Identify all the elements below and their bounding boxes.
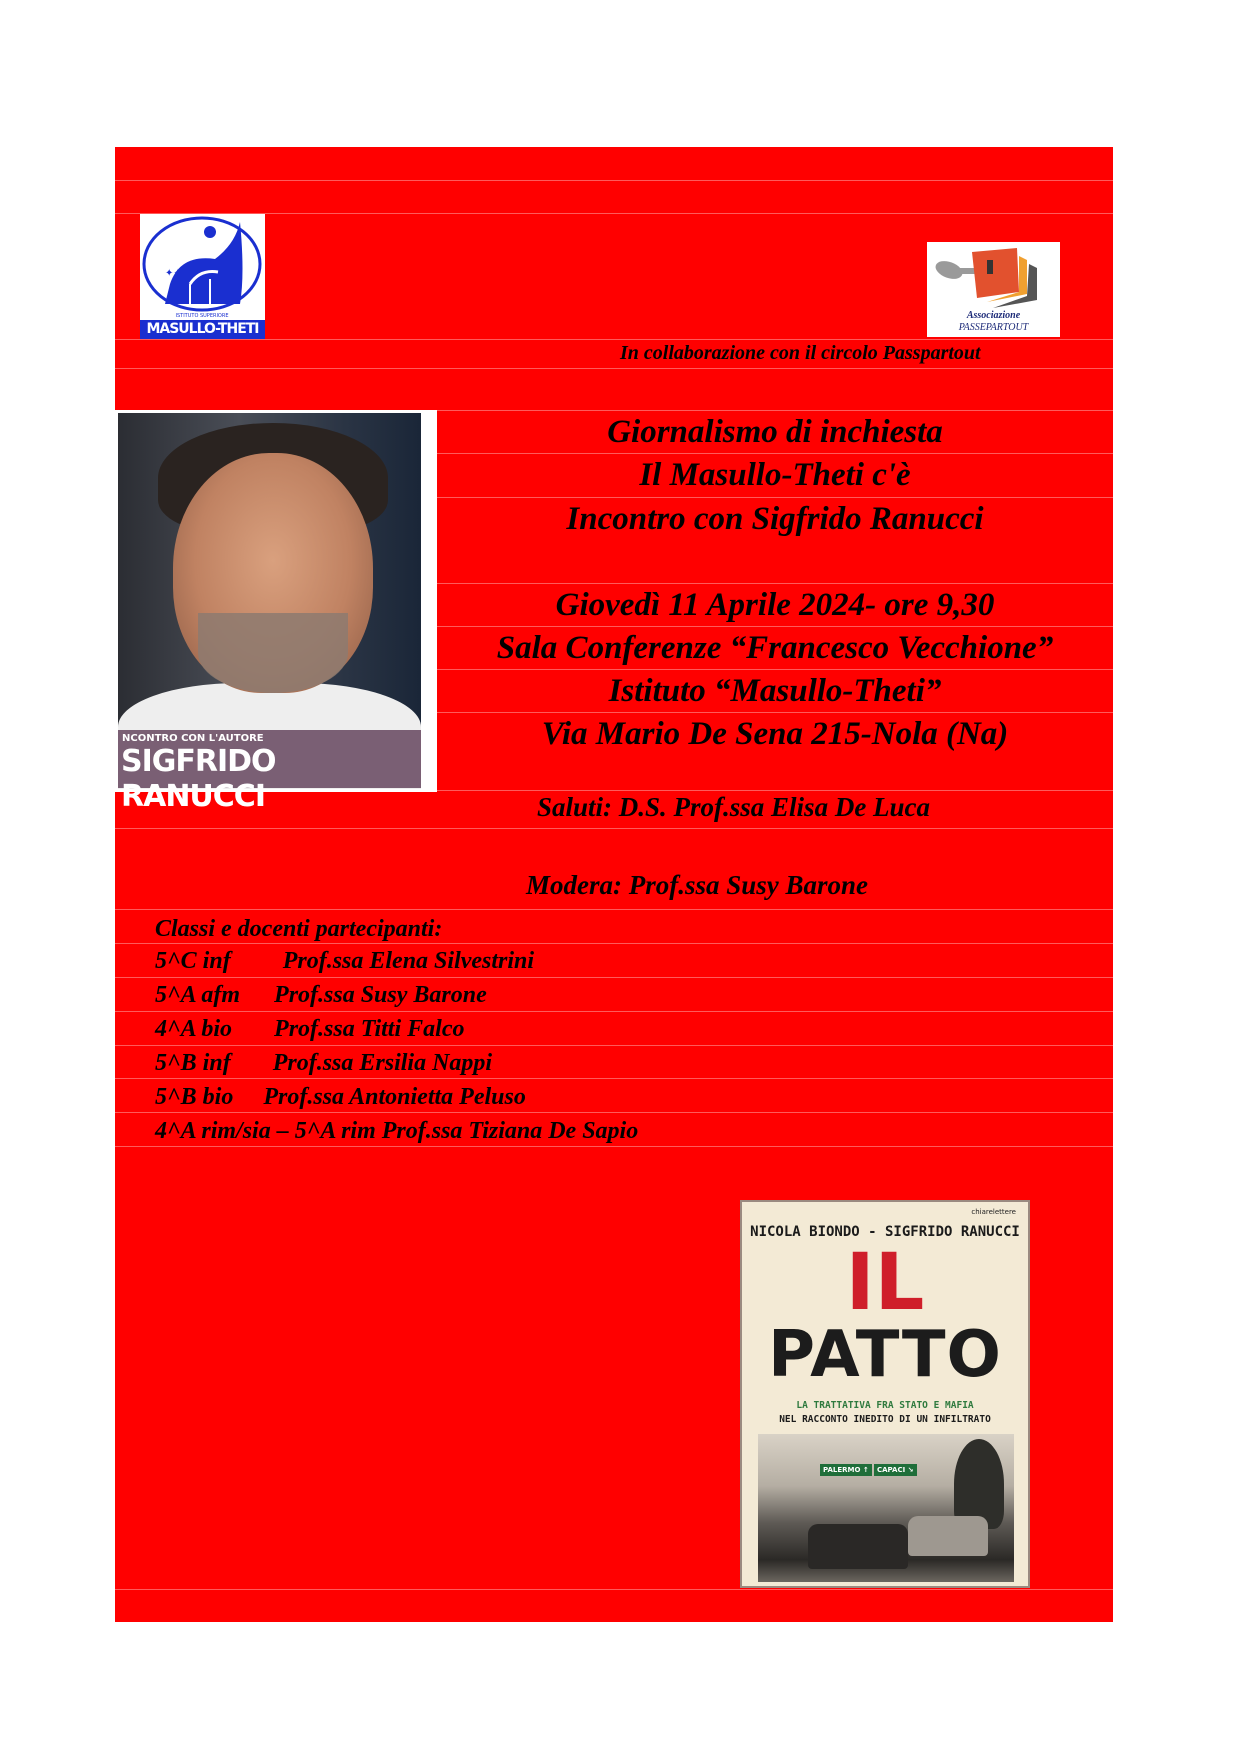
divider [115, 1589, 1113, 1590]
participant-row: 4^A rim/sia – 5^A rim Prof.ssa Tiziana De Sapio [155, 1118, 639, 1144]
greetings-text: Saluti: D.S. Prof.ssa Elisa De Luca [537, 792, 931, 822]
passepartout-line1: Associazione [966, 310, 1021, 321]
participant-row: 5^B bio Prof.ssa Antonietta Peluso [155, 1084, 526, 1110]
participants-heading: Classi e docenti partecipanti: [155, 916, 443, 942]
passepartout-line2: PASSEPARTOUT [958, 322, 1029, 333]
participant-row: 4^A bio Prof.ssa Titti Falco [155, 1016, 465, 1042]
portrait-caption [118, 730, 421, 814]
road-sign-capaci: CAPACI ↘ [874, 1464, 917, 1476]
event-institute: Istituto “Masullo-Theti” [608, 673, 942, 709]
book-cover-photo [758, 1434, 1014, 1582]
book-subtitle-2: NEL RACCONTO INEDITO DI UN INFILTRATO [779, 1414, 991, 1425]
poster-panel [115, 147, 1113, 1622]
divider [115, 368, 1113, 369]
participant-row: 5^A afm Prof.ssa Susy Barone [155, 982, 487, 1008]
moderator-text: Modera: Prof.ssa Susy Barone [526, 870, 869, 900]
divider [115, 1011, 1113, 1012]
svg-text:✦✦: ✦✦ [165, 268, 182, 279]
event-address: Via Mario De Sena 215-Nola (Na) [541, 716, 1009, 752]
road-sign-palermo: PALERMO ↑ [820, 1464, 872, 1476]
title-line-1: Giornalismo di inchiesta [607, 414, 943, 450]
car-wreck [908, 1516, 988, 1556]
book-authors: NICOLA BIONDO - SIGFRIDO RANUCCI [750, 1224, 1020, 1240]
book-title-patto: PATTO [768, 1318, 1002, 1392]
event-date: Giovedì 11 Aprile 2024- ore 9,30 [555, 587, 995, 623]
event-venue: Sala Conferenze “Francesco Vecchione” [496, 630, 1054, 666]
participant-row: 5^C inf Prof.ssa Elena Silvestrini [155, 948, 535, 974]
participant-row: 5^B inf Prof.ssa Ersilia Nappi [155, 1050, 493, 1076]
passepartout-logo [927, 242, 1060, 337]
masullo-theti-logo [140, 214, 265, 339]
masullo-logo-text: MASULLO-THETI [146, 321, 259, 337]
book-subtitle-1: LA TRATTATIVA FRA STATO E MAFIA [796, 1400, 974, 1411]
title-line-3: Incontro con Sigfrido Ranucci [566, 501, 984, 537]
divider [115, 180, 1113, 181]
book-title-il: IL [845, 1238, 925, 1328]
svg-text:ISTITUTO SUPERIORE: ISTITUTO SUPERIORE [175, 313, 229, 319]
car-wreck [808, 1524, 908, 1569]
author-portrait [115, 410, 437, 814]
title-line-2: Il Masullo-Theti c'è [639, 457, 911, 493]
collaboration-text: In collaborazione con il circolo Passpartout [620, 342, 981, 364]
divider [115, 1045, 1113, 1046]
caption-small: NCONTRO CON L'AUTORE [122, 733, 264, 744]
divider [115, 909, 1113, 910]
book-cover [740, 1200, 1030, 1588]
caption-big: SIGFRIDO RANUCCI [121, 744, 276, 814]
divider [115, 977, 1113, 978]
book-publisher: chiarelettere [971, 1208, 1016, 1216]
divider [115, 339, 1113, 340]
key-book-icon [927, 242, 1060, 312]
